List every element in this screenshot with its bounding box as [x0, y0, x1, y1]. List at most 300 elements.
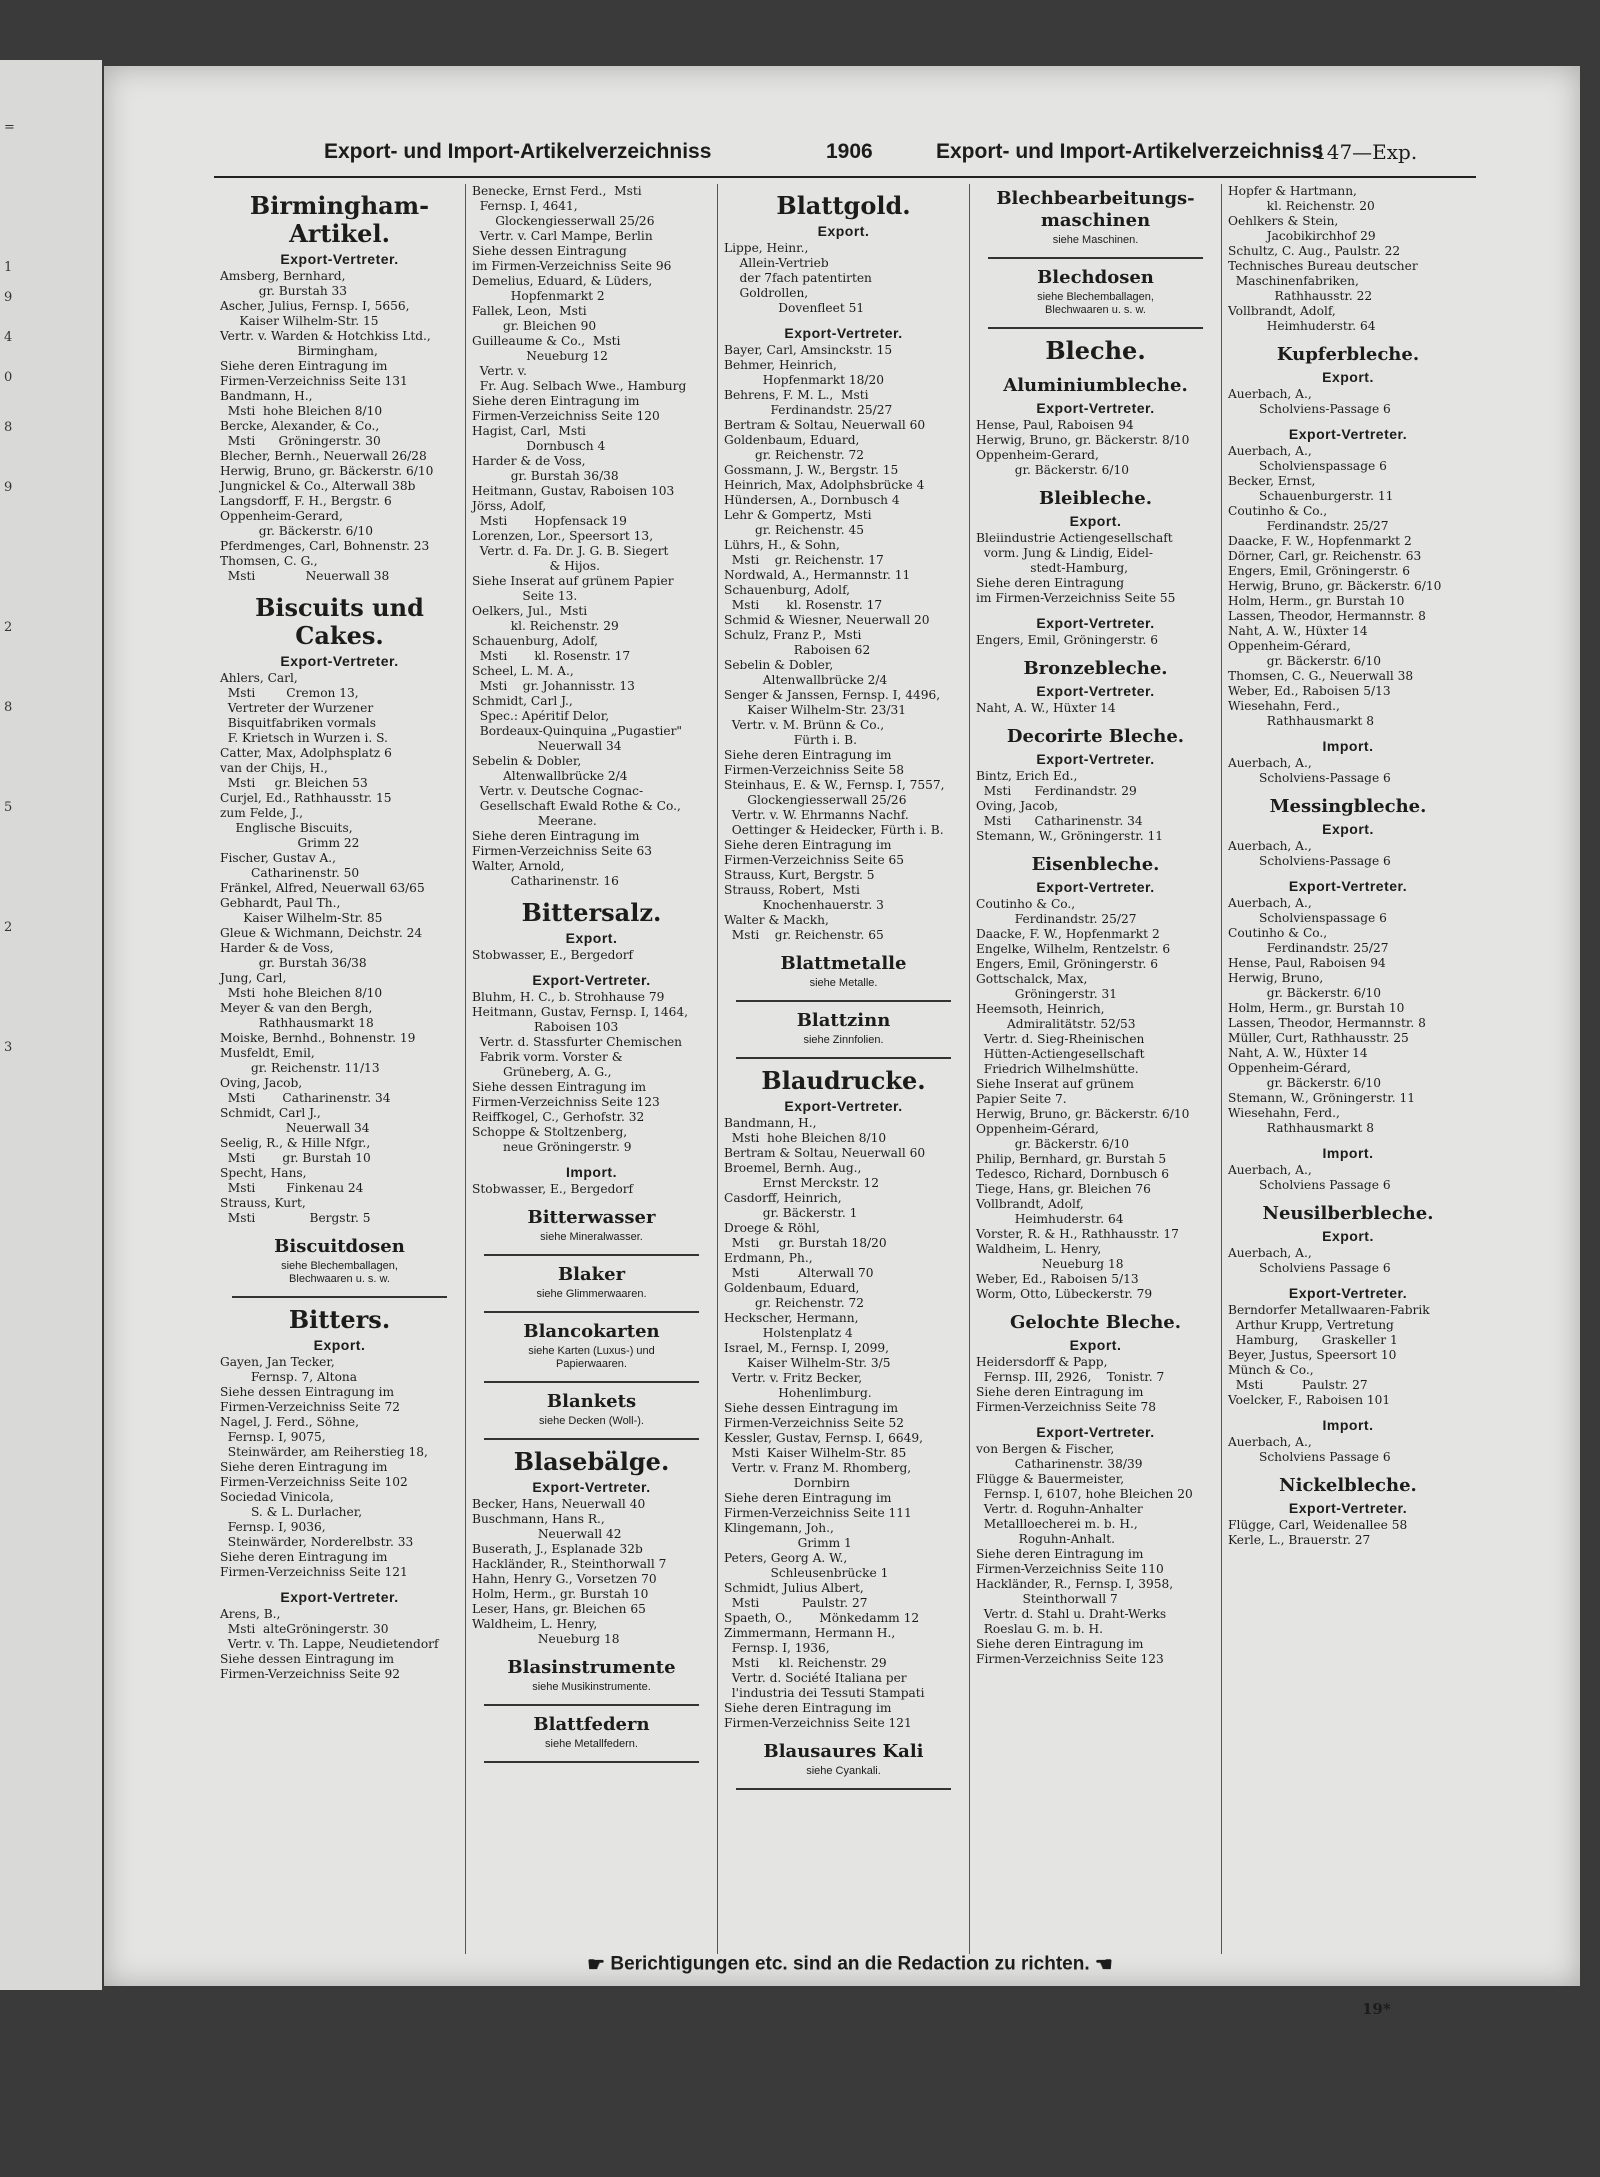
section-divider: [736, 1057, 951, 1059]
section-subheading: Export-Vertreter.: [1036, 400, 1155, 416]
section-title: Nickelbleche.: [1279, 1475, 1417, 1496]
directory-entry: Engers, Emil, Gröningerstr. 6: [1228, 564, 1411, 578]
directory-section: [472, 899, 711, 963]
section-subheading: Export-Vertreter.: [1288, 1285, 1408, 1301]
directory-section: [472, 1321, 711, 1371]
section-subheading: Import.: [566, 1164, 617, 1180]
directory-entry: Oppenheim-Gerard, gr. Bäckerstr. 6/10: [976, 448, 1130, 477]
directory-entry: Vollbrandt, Adolf, Heimhuderstr. 64: [976, 1197, 1124, 1226]
directory-entry: von Bergen & Fischer, Catharinenstr. 38/39: [976, 1442, 1143, 1471]
section-divider: [484, 1254, 699, 1256]
directory-entry: Naht, A. W., Hüxter 14: [976, 701, 1116, 715]
directory-entry: Engelke, Wilhelm, Rentzelstr. 6: [976, 942, 1171, 956]
directory-entry: Beyer, Justus, Speersort 10: [1228, 1348, 1397, 1362]
section-divider: [484, 1761, 699, 1763]
directory-entry: Hagist, Carl, Msti Dornbusch 4: [472, 424, 606, 453]
adjacent-page-mark: 4: [4, 330, 13, 345]
directory-section: [1228, 1146, 1468, 1193]
header-rule: [214, 176, 1476, 178]
directory-entry: Schmid & Wiesner, Neuerwall 20: [724, 613, 930, 627]
directory-section: [472, 184, 711, 889]
directory-entry: Siehe deren Eintragung im Firmen-Verzeichniss Seite 102: [220, 1460, 408, 1489]
directory-section: [472, 1264, 711, 1301]
directory-entry: Herwig, Bruno, gr. Bäckerstr. 8/10: [976, 433, 1190, 447]
directory-entry: Zimmermann, Hermann H., Fernsp. I, 1936, Msti kl. Reichenstr. 29 Vertr. d. Société Italiana per l'industria dei Tessuti Stampati: [724, 1626, 925, 1700]
footer-notice: [470, 1952, 1230, 1982]
section-divider: [736, 1000, 951, 1002]
directory-entry: Herwig, Bruno, gr. Bäckerstr. 6/10: [1228, 971, 1382, 1000]
directory-entry: Auerbach, A., Scholviens-Passage 6: [1228, 839, 1391, 868]
directory-entry: Behrens, F. M. L., Msti Ferdinandstr. 25/27: [724, 388, 893, 417]
directory-entry: Hense, Paul, Raboisen 94: [976, 418, 1134, 432]
directory-entry: Jungnickel & Co., Alterwall 38b: [220, 479, 416, 493]
cross-reference-note: siehe Karten (Luxus-) und Papierwaaren.: [528, 1345, 655, 1370]
directory-entry: Nagel, J. Ferd., Söhne, Fernsp. I, 9075, Steinwärder, am Reiherstieg 18,: [220, 1415, 428, 1459]
directory-entry: Harder & de Voss, gr. Burstah 36/38: [220, 941, 367, 970]
header-left-title: Export- und Import-Artikelverzeichniss: [324, 140, 712, 163]
section-title: Bleibleche.: [1039, 488, 1152, 509]
directory-section: [1228, 184, 1468, 334]
section-subheading: Export-Vertreter.: [1036, 751, 1155, 767]
directory-entry: Benecke, Ernst Ferd., Msti Fernsp. I, 4641, Glockengiesserwall 25/26 Vertr. v. Carl Mampe, Berlin: [472, 184, 655, 243]
directory-entry: Buserath, J., Esplanade 32b: [472, 1542, 643, 1556]
section-title: Neusilberbleche.: [1262, 1203, 1434, 1224]
section-subheading: Export-Vertreter.: [1036, 1424, 1155, 1440]
section-title: Blechbearbeitungs-maschinen: [996, 188, 1195, 231]
cross-reference-note: siehe Decken (Woll-).: [539, 1415, 644, 1427]
directory-entry: Schmidt, Julius Albert, Msti Paulstr. 27: [724, 1581, 868, 1610]
section-subheading: Export-Vertreter.: [1288, 426, 1408, 442]
directory-entry: Technisches Bureau deutscher Maschinenfabriken, Rathhausstr. 22: [1228, 259, 1418, 303]
section-title: Aluminiumbleche.: [1003, 375, 1188, 396]
section-title: Bitterwasser: [527, 1207, 656, 1228]
directory-entry: Münch & Co., Msti Paulstr. 27: [1228, 1363, 1368, 1392]
directory-entry: Waldheim, L. Henry, Neueburg 18: [472, 1617, 620, 1646]
directory-entry: Auerbach, A., Scholviens Passage 6: [1228, 1246, 1391, 1275]
section-title: Blancokarten: [523, 1321, 660, 1342]
directory-entry: Pferdmenges, Carl, Bohnenstr. 23: [220, 539, 430, 553]
directory-entry: Catter, Max, Adolphsplatz 6: [220, 746, 392, 760]
cross-reference-note: siehe Metalle.: [809, 977, 878, 989]
directory-columns: [214, 184, 1476, 1954]
section-subheading: Export-Vertreter.: [280, 251, 399, 267]
directory-entry: Goldenbaum, Eduard, gr. Reichenstr. 72: [724, 433, 864, 462]
directory-section: [976, 726, 1215, 844]
cross-reference-note: siehe Mineralwasser.: [540, 1231, 643, 1243]
directory-entry: Auerbach, A., Scholviens Passage 6: [1228, 1435, 1391, 1464]
directory-section: [724, 326, 963, 943]
section-subheading: Export-Vertreter.: [784, 325, 903, 341]
section-title: Blattfedern: [533, 1714, 650, 1735]
directory-entry: Ahlers, Carl, Msti Cremon 13, Vertreter der Wurzener Bisquitfabriken vormals F. Krietsch in Wurzen i. S.: [220, 671, 388, 745]
directory-entry: Gleue & Wichmann, Deichstr. 24: [220, 926, 423, 940]
directory-section: [220, 594, 459, 1226]
directory-section: [472, 1448, 711, 1647]
directory-entry: Bayer, Carl, Amsinckstr. 15: [724, 343, 893, 357]
column-2: [466, 184, 718, 1954]
section-title: Messingbleche.: [1269, 796, 1427, 817]
directory-entry: Heitmann, Gustav, Fernsp. I, 1464, Raboisen 103 Vertr. d. Stassfurter Chemischen Fabrik vorm. Vorster & Grüneberg, A. G.,: [472, 1005, 689, 1079]
directory-entry: Musfeldt, Emil, gr. Reichenstr. 11/13: [220, 1046, 380, 1075]
directory-entry: Herwig, Bruno, gr. Bäckerstr. 6/10: [220, 464, 434, 478]
directory-entry: Blecher, Bernh., Neuerwall 26/28: [220, 449, 427, 463]
directory-entry: Siehe deren Eintragung im Firmen-Verzeichniss Seite 65: [724, 838, 905, 867]
directory-section: [976, 1425, 1215, 1667]
directory-entry: Senger & Janssen, Fernsp. I, 4496, Kaiser Wilhelm-Str. 23/31 Vertr. v. M. Brünn & Co., Fürth i. B.: [724, 688, 941, 747]
directory-section: [220, 192, 459, 584]
directory-entry: Stobwasser, E., Bergedorf: [472, 948, 634, 962]
directory-entry: Heidersdorff & Papp, Fernsp. III, 2926, Tonistr. 7: [976, 1355, 1165, 1384]
directory-entry: Lassen, Theodor, Hermannstr. 8: [1228, 1016, 1426, 1030]
directory-entry: Voelcker, F., Raboisen 101: [1228, 1393, 1391, 1407]
directory-entry: Oving, Jacob, Msti Catharinenstr. 34: [976, 799, 1143, 828]
directory-section: [1228, 796, 1468, 869]
directory-entry: Lorenzen, Lor., Speersort 13, Vertr. d. Fa. Dr. J. G. B. Siegert & Hijos.: [472, 529, 669, 573]
directory-entry: Siehe Inserat auf grünem Papier Seite 7.: [976, 1077, 1134, 1106]
section-title: Blaker: [557, 1264, 626, 1285]
section-divider: [484, 1704, 699, 1706]
directory-entry: Coutinho & Co., Ferdinandstr. 25/27: [1228, 504, 1389, 533]
adjacent-page-mark: 3: [4, 1040, 13, 1055]
section-title: Kupferbleche.: [1276, 344, 1420, 365]
adjacent-page-mark: 2: [4, 620, 13, 635]
cross-reference-note: siehe Musikinstrumente.: [532, 1681, 651, 1693]
directory-entry: Siehe deren Eintragung im Firmen-Verzeichniss Seite 121: [220, 1550, 408, 1579]
adjacent-page-mark: 8: [4, 420, 13, 435]
directory-entry: Klingemann, Joh., Grimm 1: [724, 1521, 852, 1550]
section-subheading: Import.: [1322, 738, 1374, 754]
section-title: Blankets: [546, 1391, 637, 1412]
directory-entry: Bleiindustrie Actiengesellschaft vorm. Jung & Lindig, Eidel- stedt-Hamburg,: [976, 531, 1173, 575]
directory-entry: Holm, Herm., gr. Burstah 10: [1228, 1001, 1405, 1015]
directory-entry: Lührs, H., & Sohn, Msti gr. Reichenstr. 17: [724, 538, 884, 567]
directory-entry: Auerbach, A., Scholvienspassage 6: [1228, 444, 1387, 473]
directory-entry: Stemann, W., Gröningerstr. 11: [976, 829, 1163, 843]
directory-section: [1228, 879, 1468, 1136]
directory-entry: Oehlkers & Stein, Jacobikirchhof 29: [1228, 214, 1376, 243]
column-5: [1222, 184, 1474, 1954]
directory-entry: Auerbach, A., Scholvienspassage 6: [1228, 896, 1387, 925]
section-divider: [988, 327, 1203, 329]
directory-entry: Siehe dessen Eintragung im Firmen-Verzeichniss Seite 92: [220, 1652, 401, 1681]
directory-section: [724, 1010, 963, 1047]
directory-entry: Waldheim, L. Henry, Neueburg 18: [976, 1242, 1124, 1271]
directory-entry: Engers, Emil, Gröningerstr. 6: [976, 957, 1159, 971]
directory-entry: Fallek, Leon, Msti gr. Bleichen 90: [472, 304, 597, 333]
directory-section: [976, 616, 1215, 648]
directory-entry: Nordwald, A., Hermannstr. 11: [724, 568, 911, 582]
section-subheading: Import.: [1322, 1145, 1374, 1161]
directory-entry: Engers, Emil, Gröningerstr. 6: [976, 633, 1159, 647]
directory-section: [472, 1165, 711, 1197]
directory-entry: Schauenburg, Adolf, Msti kl. Rosenstr. 17: [472, 634, 631, 663]
section-title: Blattmetalle: [780, 953, 907, 974]
directory-entry: Jörss, Adolf, Msti Hopfensack 19: [472, 499, 627, 528]
directory-section: [1228, 1475, 1468, 1548]
directory-entry: Daacke, F. W., Hopfenmarkt 2: [976, 927, 1160, 941]
directory-entry: Fischer, Gustav A., Catharinenstr. 50: [220, 851, 360, 880]
directory-entry: Herwig, Bruno, gr. Bäckerstr. 6/10: [1228, 579, 1442, 593]
directory-entry: Oving, Jacob, Msti Catharinenstr. 34: [220, 1076, 391, 1105]
cross-reference-note: siehe Glimmerwaaren.: [536, 1288, 647, 1300]
section-title: Birmingham-Artikel.: [249, 191, 430, 248]
directory-entry: Droege & Röhl, Msti gr. Burstah 18/20: [724, 1221, 887, 1250]
directory-entry: Herwig, Bruno, gr. Bäckerstr. 6/10: [976, 1107, 1190, 1121]
directory-section: [976, 1312, 1215, 1415]
header-right-title: Export- und Import-Artikelverzeichniss: [936, 140, 1324, 163]
directory-entry: Behmer, Heinrich, Hopfenmarkt 18/20: [724, 358, 885, 387]
section-subheading: Export.: [313, 1337, 366, 1353]
directory-section: [1228, 1203, 1468, 1276]
directory-entry: zum Felde, J., Englische Biscuits, Grimm 22: [220, 806, 360, 850]
column-4: [970, 184, 1222, 1954]
directory-entry: Siehe dessen Eintragung im Firmen-Verzeichniss Seite 72: [220, 1385, 401, 1414]
directory-section: [472, 1657, 711, 1694]
directory-entry: Weber, Ed., Raboisen 5/13: [1228, 684, 1391, 698]
directory-entry: Curjel, Ed., Rathhausstr. 15: [220, 791, 392, 805]
adjacent-page-mark: 9: [4, 290, 13, 305]
section-subheading: Import.: [1322, 1417, 1374, 1433]
section-subheading: Export.: [817, 223, 870, 239]
cross-reference-note: siehe Zinnfolien.: [803, 1034, 884, 1046]
directory-entry: Worm, Otto, Lübeckerstr. 79: [976, 1287, 1153, 1301]
directory-entry: Oppenheim-Gérard, gr. Bäckerstr. 6/10: [1228, 1061, 1382, 1090]
directory-entry: Seelig, R., & Hille Nfgr., Msti gr. Burstah 10: [220, 1136, 371, 1165]
directory-entry: Coutinho & Co., Ferdinandstr. 25/27: [1228, 926, 1389, 955]
directory-entry: Kerle, L., Brauerstr. 27: [1228, 1533, 1371, 1547]
directory-entry: Daacke, F. W., Hopfenmarkt 2: [1228, 534, 1412, 548]
directory-entry: Casdorff, Heinrich, gr. Bäckerstr. 1: [724, 1191, 858, 1220]
directory-entry: Vorster, R. & H., Rathhausstr. 17: [976, 1227, 1179, 1241]
section-subheading: Export-Vertreter.: [1288, 1500, 1408, 1516]
directory-entry: Siehe deren Eintragung im Firmen-Verzeichniss Seite 121: [724, 1701, 912, 1730]
directory-entry: Hackländer, R., Fernsp. I, 3958, Steinthorwall 7 Vertr. d. Stahl u. Draht-Werks Roeslau G. m. b. H.: [976, 1577, 1174, 1636]
directory-section: [1228, 739, 1468, 786]
section-subheading: Export-Vertreter.: [532, 972, 651, 988]
directory-entry: Gossmann, J. W., Bergstr. 15: [724, 463, 899, 477]
directory-entry: Philip, Bernhard, gr. Burstah 5: [976, 1152, 1167, 1166]
directory-entry: Gebhardt, Paul Th., Kaiser Wilhelm-Str. 85: [220, 896, 383, 925]
section-title: Blaudrucke.: [761, 1066, 926, 1095]
directory-section: [724, 1067, 963, 1731]
directory-entry: Gottschalck, Max, Gröningerstr. 31: [976, 972, 1117, 1001]
section-subheading: Export.: [565, 930, 618, 946]
section-subheading: Export-Vertreter.: [280, 1589, 399, 1605]
directory-entry: Oppenheim-Gérard, gr. Bäckerstr. 6/10: [976, 1122, 1130, 1151]
directory-entry: Lehr & Gompertz, Msti gr. Reichenstr. 45: [724, 508, 872, 537]
section-subheading: Export-Vertreter.: [280, 653, 399, 669]
directory-entry: Holm, Herm., gr. Burstah 10: [1228, 594, 1405, 608]
directory-entry: Lippe, Heinr., Allein-Vertrieb der 7fach patentirten Goldrollen, Dovenfleet 51: [724, 241, 872, 315]
directory-section: [724, 192, 963, 316]
cross-reference-note: siehe Blechemballagen, Blechwaaren u. s. w.: [1037, 291, 1154, 316]
directory-entry: Vollbrandt, Adolf, Heimhuderstr. 64: [1228, 304, 1376, 333]
directory-entry: Siehe deren Eintragung im Firmen-Verzeichniss Seite 120: [472, 394, 660, 423]
directory-entry: Sebelin & Dobler, Altenwallbrücke 2/4: [724, 658, 888, 687]
column-1: [214, 184, 466, 1954]
directory-entry: Walter & Mackh, Msti gr. Reichenstr. 65: [724, 913, 884, 942]
adjacent-page-mark: 8: [4, 700, 13, 715]
directory-entry: Steinhaus, E. & W., Fernsp. I, 7557, Glockengiesserwall 25/26 Vertr. v. W. Ehrmanns Nachf. Oettinger & Heidecker, Fürth i. B.: [724, 778, 945, 837]
directory-entry: Hopfer & Hartmann, kl. Reichenstr. 20: [1228, 184, 1375, 213]
adjacent-page-strip: [0, 60, 102, 1990]
section-title: Bitters.: [288, 1305, 391, 1334]
footer-text: Berichtigungen etc. sind an die Redaction zu richten.: [610, 1953, 1090, 1975]
section-subheading: Export.: [1322, 369, 1374, 385]
directory-entry: Berndorfer Metallwaaren-Fabrik Arthur Krupp, Vertretung Hamburg, Graskeller 1: [1228, 1303, 1430, 1347]
directory-entry: Naht, A. W., Hüxter 14: [1228, 624, 1368, 638]
directory-entry: Schmidt, Carl J., Neuerwall 34: [220, 1106, 370, 1135]
directory-entry: Tedesco, Richard, Dornbusch 6: [976, 1167, 1169, 1181]
directory-entry: Oelkers, Jul., Msti kl. Reichenstr. 29: [472, 604, 619, 633]
directory-entry: Amsberg, Bernhard, gr. Burstah 33: [220, 269, 348, 298]
directory-section: [724, 953, 963, 990]
directory-entry: Demelius, Eduard, & Lüders, Hopfenmarkt 2: [472, 274, 653, 303]
directory-entry: Siehe dessen Eintragung im Firmen-Verzeichniss Seite 96: [472, 244, 672, 273]
pointing-hand-left-icon: ☚: [1094, 1954, 1113, 1976]
directory-entry: Reiffkogel, C., Gerhofstr. 32: [472, 1110, 645, 1124]
directory-entry: Schauenburg, Adolf, Msti kl. Rosenstr. 17: [724, 583, 883, 612]
directory-section: [976, 337, 1215, 365]
section-title: Blasebälge.: [513, 1447, 670, 1476]
directory-entry: Weber, Ed., Raboisen 5/13: [976, 1272, 1139, 1286]
directory-entry: Siehe deren Eintragung im Firmen-Verzeichniss Seite 111: [724, 1491, 912, 1520]
adjacent-page-mark: 0: [4, 370, 13, 385]
directory-entry: Flügge & Bauermeister, Fernsp. I, 6107, hohe Bleichen 20 Vertr. d. Roguhn-Anhalter Metallloecherei m. b. H., Roguhn-Anhalt.: [976, 1472, 1193, 1546]
section-title: Blattgold.: [776, 191, 911, 220]
section-title: Bittersalz.: [521, 898, 662, 927]
directory-section: [472, 973, 711, 1155]
directory-section: [472, 1714, 711, 1751]
directory-section: [1228, 427, 1468, 729]
section-title: Blasinstrumente: [507, 1657, 676, 1678]
cross-reference-note: siehe Maschinen.: [1052, 234, 1139, 246]
directory-entry: Coutinho & Co., Ferdinandstr. 25/27: [976, 897, 1137, 926]
directory-entry: Becker, Ernst, Schauenburgerstr. 11: [1228, 474, 1394, 503]
directory-entry: Heckscher, Hermann, Holstenplatz 4: [724, 1311, 859, 1340]
directory-entry: Langsdorff, F. H., Bergstr. 6: [220, 494, 392, 508]
section-subheading: Export-Vertreter.: [1036, 683, 1155, 699]
directory-entry: Scheel, L. M. A., Msti gr. Johannisstr. 13: [472, 664, 635, 693]
directory-entry: Harder & de Voss, gr. Burstah 36/38: [472, 454, 619, 483]
adjacent-page-mark: 5: [4, 800, 13, 815]
directory-entry: Arens, B., Msti alteGröningerstr. 30 Vertr. v. Th. Lappe, Neudietendorf: [220, 1607, 439, 1651]
directory-section: [976, 488, 1215, 606]
section-subheading: Export-Vertreter.: [1036, 615, 1155, 631]
directory-entry: Schmidt, Carl J., Spec.: Apéritif Delor, Bordeaux-Quinquina „Pugastier" Neuerwall 34: [472, 694, 683, 753]
directory-entry: Müller, Curt, Rathhausstr. 25: [1228, 1031, 1409, 1045]
directory-entry: Siehe deren Eintragung im Firmen-Verzeichniss Seite 131: [220, 359, 408, 388]
directory-section: [1228, 1286, 1468, 1408]
section-title: Blausaures Kali: [763, 1741, 924, 1762]
directory-entry: Holm, Herm., gr. Burstah 10: [472, 1587, 649, 1601]
directory-section: [976, 375, 1215, 478]
directory-entry: Schultz, C. Aug., Paulstr. 22: [1228, 244, 1401, 258]
section-title: Bleche.: [1045, 336, 1146, 365]
directory-section: [1228, 1418, 1468, 1465]
directory-entry: Auerbach, A., Scholviens Passage 6: [1228, 1163, 1391, 1192]
directory-entry: Bertram & Soltau, Neuerwall 60: [724, 1146, 926, 1160]
directory-entry: Siehe dessen Eintragung im Firmen-Verzeichniss Seite 123: [472, 1080, 660, 1109]
directory-section: [976, 188, 1215, 247]
pointing-hand-right-icon: ☛: [587, 1954, 606, 1976]
directory-entry: Bandmann, H., Msti hohe Bleichen 8/10: [724, 1116, 887, 1145]
directory-entry: Jung, Carl, Msti hohe Bleichen 8/10: [220, 971, 383, 1000]
directory-entry: Thomsen, C. G., Msti Neuerwall 38: [220, 554, 390, 583]
directory-entry: Strauss, Robert, Msti Knochenhauerstr. 3: [724, 883, 884, 912]
directory-entry: Schoppe & Stoltzenberg, neue Gröningerstr. 9: [472, 1125, 632, 1154]
directory-section: [220, 1306, 459, 1580]
directory-entry: Oppenheim-Gerard, gr. Bäckerstr. 6/10: [220, 509, 374, 538]
directory-entry: Heemsoth, Heinrich, Admiralitätstr. 52/53 Vertr. d. Sieg-Rheinischen Hütten-Actiengesellschaft Friedrich Wilhelmshütte.: [976, 1002, 1145, 1076]
section-divider: [232, 1296, 447, 1298]
section-divider: [484, 1438, 699, 1440]
directory-entry: Guilleaume & Co., Msti Neueburg 12 Vertr. v. Fr. Aug. Selbach Wwe., Hamburg: [472, 334, 687, 393]
directory-entry: Bluhm, H. C., b. Strohhause 79: [472, 990, 665, 1004]
directory-section: [220, 1236, 459, 1286]
directory-entry: Bandmann, H., Msti hohe Bleichen 8/10: [220, 389, 383, 418]
header-year: 1906: [826, 140, 873, 163]
directory-entry: Siehe Inserat auf grünem Papier Seite 13.: [472, 574, 674, 603]
directory-entry: Flügge, Carl, Weidenallee 58: [1228, 1518, 1408, 1532]
section-title: Blattzinn: [796, 1010, 891, 1031]
directory-entry: Tiege, Hans, gr. Bleichen 76: [976, 1182, 1151, 1196]
directory-entry: Oppenheim-Gérard, gr. Bäckerstr. 6/10: [1228, 639, 1382, 668]
adjacent-page-mark: 1: [4, 260, 13, 275]
directory-entry: Walter, Arnold, Catharinenstr. 16: [472, 859, 619, 888]
directory-entry: Lassen, Theodor, Hermannstr. 8: [1228, 609, 1426, 623]
directory-section: [976, 854, 1215, 1302]
directory-section: [976, 658, 1215, 716]
directory-entry: Moiske, Bernhd., Bohnenstr. 19: [220, 1031, 416, 1045]
directory-entry: Wiesehahn, Ferd., Rathhausmarkt 8: [1228, 1106, 1374, 1135]
directory-entry: Kessler, Gustav, Fernsp. I, 6649, Msti Kaiser Wilhelm-Str. 85 Vertr. v. Franz M. Rhomberg, Dornbirn: [724, 1431, 923, 1490]
section-title: Eisenbleche.: [1031, 854, 1160, 875]
directory-entry: Siehe deren Eintragung im Firmen-Verzeichniss Seite 78: [976, 1385, 1157, 1414]
directory-entry: Stobwasser, E., Bergedorf: [472, 1182, 634, 1196]
section-title: Decorirte Bleche.: [1006, 726, 1185, 747]
directory-entry: Israel, M., Fernsp. I, 2099, Kaiser Wilhelm-Str. 3/5 Vertr. v. Fritz Becker, Hohenlimburg.: [724, 1341, 891, 1400]
section-subheading: Export-Vertreter.: [532, 1479, 651, 1495]
directory-entry: Gayen, Jan Tecker, Fernsp. 7, Altona: [220, 1355, 358, 1384]
directory-entry: Ascher, Julius, Fernsp. I, 5656, Kaiser Wilhelm-Str. 15 Vertr. v. Warden & Hotchkiss Ltd., Birmingham,: [220, 299, 431, 358]
directory-entry: Siehe deren Eintragung im Firmen-Verzeichniss Seite 63: [472, 829, 653, 858]
directory-entry: Buschmann, Hans R., Neuerwall 42: [472, 1512, 622, 1541]
section-subheading: Export-Vertreter.: [1288, 878, 1408, 894]
cross-reference-note: siehe Blechemballagen, Blechwaaren u. s. w.: [281, 1260, 398, 1285]
directory-entry: Heinrich, Max, Adolphsbrücke 4: [724, 478, 925, 492]
directory-entry: Erdmann, Ph., Msti Alterwall 70: [724, 1251, 874, 1280]
column-3: [718, 184, 970, 1954]
directory-section: [472, 1207, 711, 1244]
section-title: Biscuitdosen: [274, 1236, 405, 1257]
directory-entry: Auerbach, A., Scholviens-Passage 6: [1228, 387, 1391, 416]
adjacent-page-mark: 9: [4, 480, 13, 495]
directory-entry: Meyer & van den Bergh, Rathhausmarkt 18: [220, 1001, 374, 1030]
adjacent-page-mark: 2: [4, 920, 13, 935]
directory-section: [1228, 344, 1468, 417]
directory-entry: Becker, Hans, Neuerwall 40: [472, 1497, 646, 1511]
adjacent-page-mark: =: [4, 120, 15, 135]
cross-reference-note: siehe Cyankali.: [806, 1765, 881, 1777]
directory-section: [724, 1741, 963, 1778]
directory-entry: Hense, Paul, Raboisen 94: [1228, 956, 1386, 970]
directory-entry: Siehe deren Eintragung im Firmen-Verzeichniss Seite 58: [724, 748, 905, 777]
section-divider: [484, 1381, 699, 1383]
directory-entry: Specht, Hans, Msti Finkenau 24: [220, 1166, 364, 1195]
directory-entry: Siehe deren Eintragung im Firmen-Verzeichniss Seite 55: [976, 576, 1176, 605]
directory-entry: Hündersen, A., Dornbusch 4: [724, 493, 900, 507]
